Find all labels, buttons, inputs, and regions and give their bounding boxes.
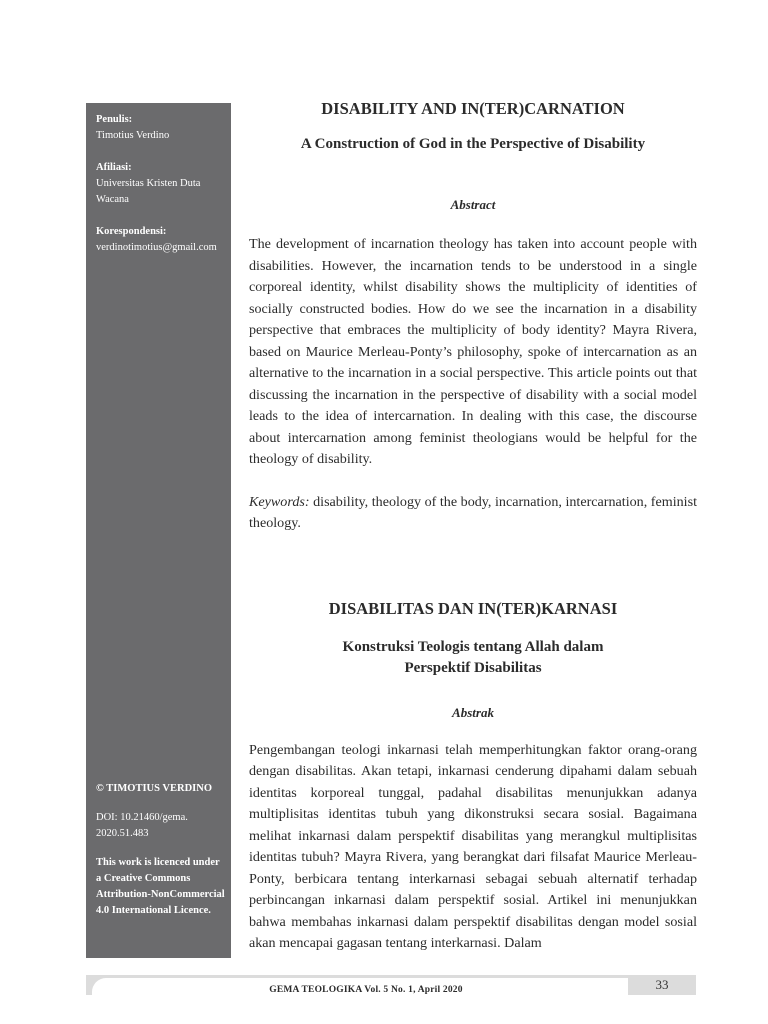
author-label: Penulis: bbox=[96, 114, 133, 125]
article-main bbox=[249, 98, 697, 955]
english-abstract-text: The development of incarnation theology has taken into account people with disabilities. However, the incarnation tends to be understood in a single corporeal identity, whilst disability shows the multiplicity of identities of socially constructed bodies. How do we see the incarnation in a disability perspective that embraces the multiplicity of body identity? Mayra Rivera, based on Maurice Merleau-Ponty’s philosophy, spoke of intercarnation as an alternative to the incarnation in a social perspective. This article points out that discussing the incarnation in the perspective of disability with a social model leads to the idea of intercarnation. In dealing with this case, the discourse about intercarnation among feminist theologians would be helpful for the theology of disability. bbox=[249, 236, 697, 467]
page-number: 33 bbox=[655, 977, 669, 992]
english-abstract-heading: Abstract bbox=[450, 197, 496, 212]
licence-text: This work is licenced under a Creative Commons Attribution-NonCommercial 4.0 International Licence. bbox=[96, 857, 225, 916]
footer-band-cutout bbox=[92, 978, 628, 1018]
correspondence-label: Korespondensi: bbox=[96, 226, 167, 237]
affiliation-name: Universitas Kristen Duta Wacana bbox=[96, 178, 201, 205]
affiliation-label: Afiliasi: bbox=[96, 162, 132, 173]
author-name: Timotius Verdino bbox=[96, 130, 170, 141]
correspondence-email: verdinotimotius@gmail.com bbox=[96, 242, 217, 253]
english-keywords bbox=[249, 492, 697, 535]
indonesian-title: DISABILITAS DAN IN(TER)KARNASI bbox=[328, 598, 618, 618]
indonesian-subtitle-line1: Konstruksi Teologis tentang Allah dalam bbox=[342, 638, 604, 655]
sidebar-license-block bbox=[96, 781, 225, 932]
keywords-label: Keywords: bbox=[249, 493, 310, 510]
english-title: DISABILITY AND IN(TER)CARNATION bbox=[321, 99, 625, 118]
author-block bbox=[96, 112, 223, 144]
english-subtitle: A Construction of God in the Perspective of Disability bbox=[300, 136, 646, 152]
doi-text: DOI: 10.21460/gema. 2020.51.483 bbox=[96, 812, 188, 839]
affiliation-block bbox=[96, 160, 223, 208]
keywords-text: disability, theology of the body, incarnation, intercarnation, feminist theology. bbox=[249, 493, 697, 531]
correspondence-block bbox=[96, 224, 223, 256]
journal-citation: GEMA TEOLOGIKA Vol. 5 No. 1, April 2020 bbox=[269, 985, 463, 995]
indonesian-abstract-text: Pengembangan teologi inkarnasi telah memperhitungkan faktor orang-orang dengan disabilitas. Akan tetapi, inkarnasi cenderung dipahami dalam sebuah identitas korporeal tunggal, padahal disabilitas menunjukkan adanya multiplisitas identitas tubuh yang dikonstruksi secara sosial. Bagaimana melihat inkarnasi dalam perspektif disabilitas yang merangkul multiplisitas identitas tubuh? Mayra Rivera, yang berangkat dari filsafat Maurice Merleau-Ponty, berbicara tentang interkarnasi sebagai sebuah alternatif terhadap perbincangan inkarnasi dalam perspektif sosial. Artikel ini menunjukkan bahwa membahas inkarnasi dalam perspektif disabilitas dengan model sosial akan mencapai gagasan tentang interkarnasi. Dalam bbox=[249, 741, 697, 951]
indonesian-abstract-heading: Abstrak bbox=[452, 704, 494, 720]
indonesian-subtitle-line2: Perspektif Disabilitas bbox=[404, 659, 542, 676]
author-info-sidebar bbox=[86, 103, 231, 958]
indonesian-subtitle bbox=[249, 637, 697, 679]
copyright-notice: © TIMOTIUS VERDINO bbox=[96, 783, 212, 794]
